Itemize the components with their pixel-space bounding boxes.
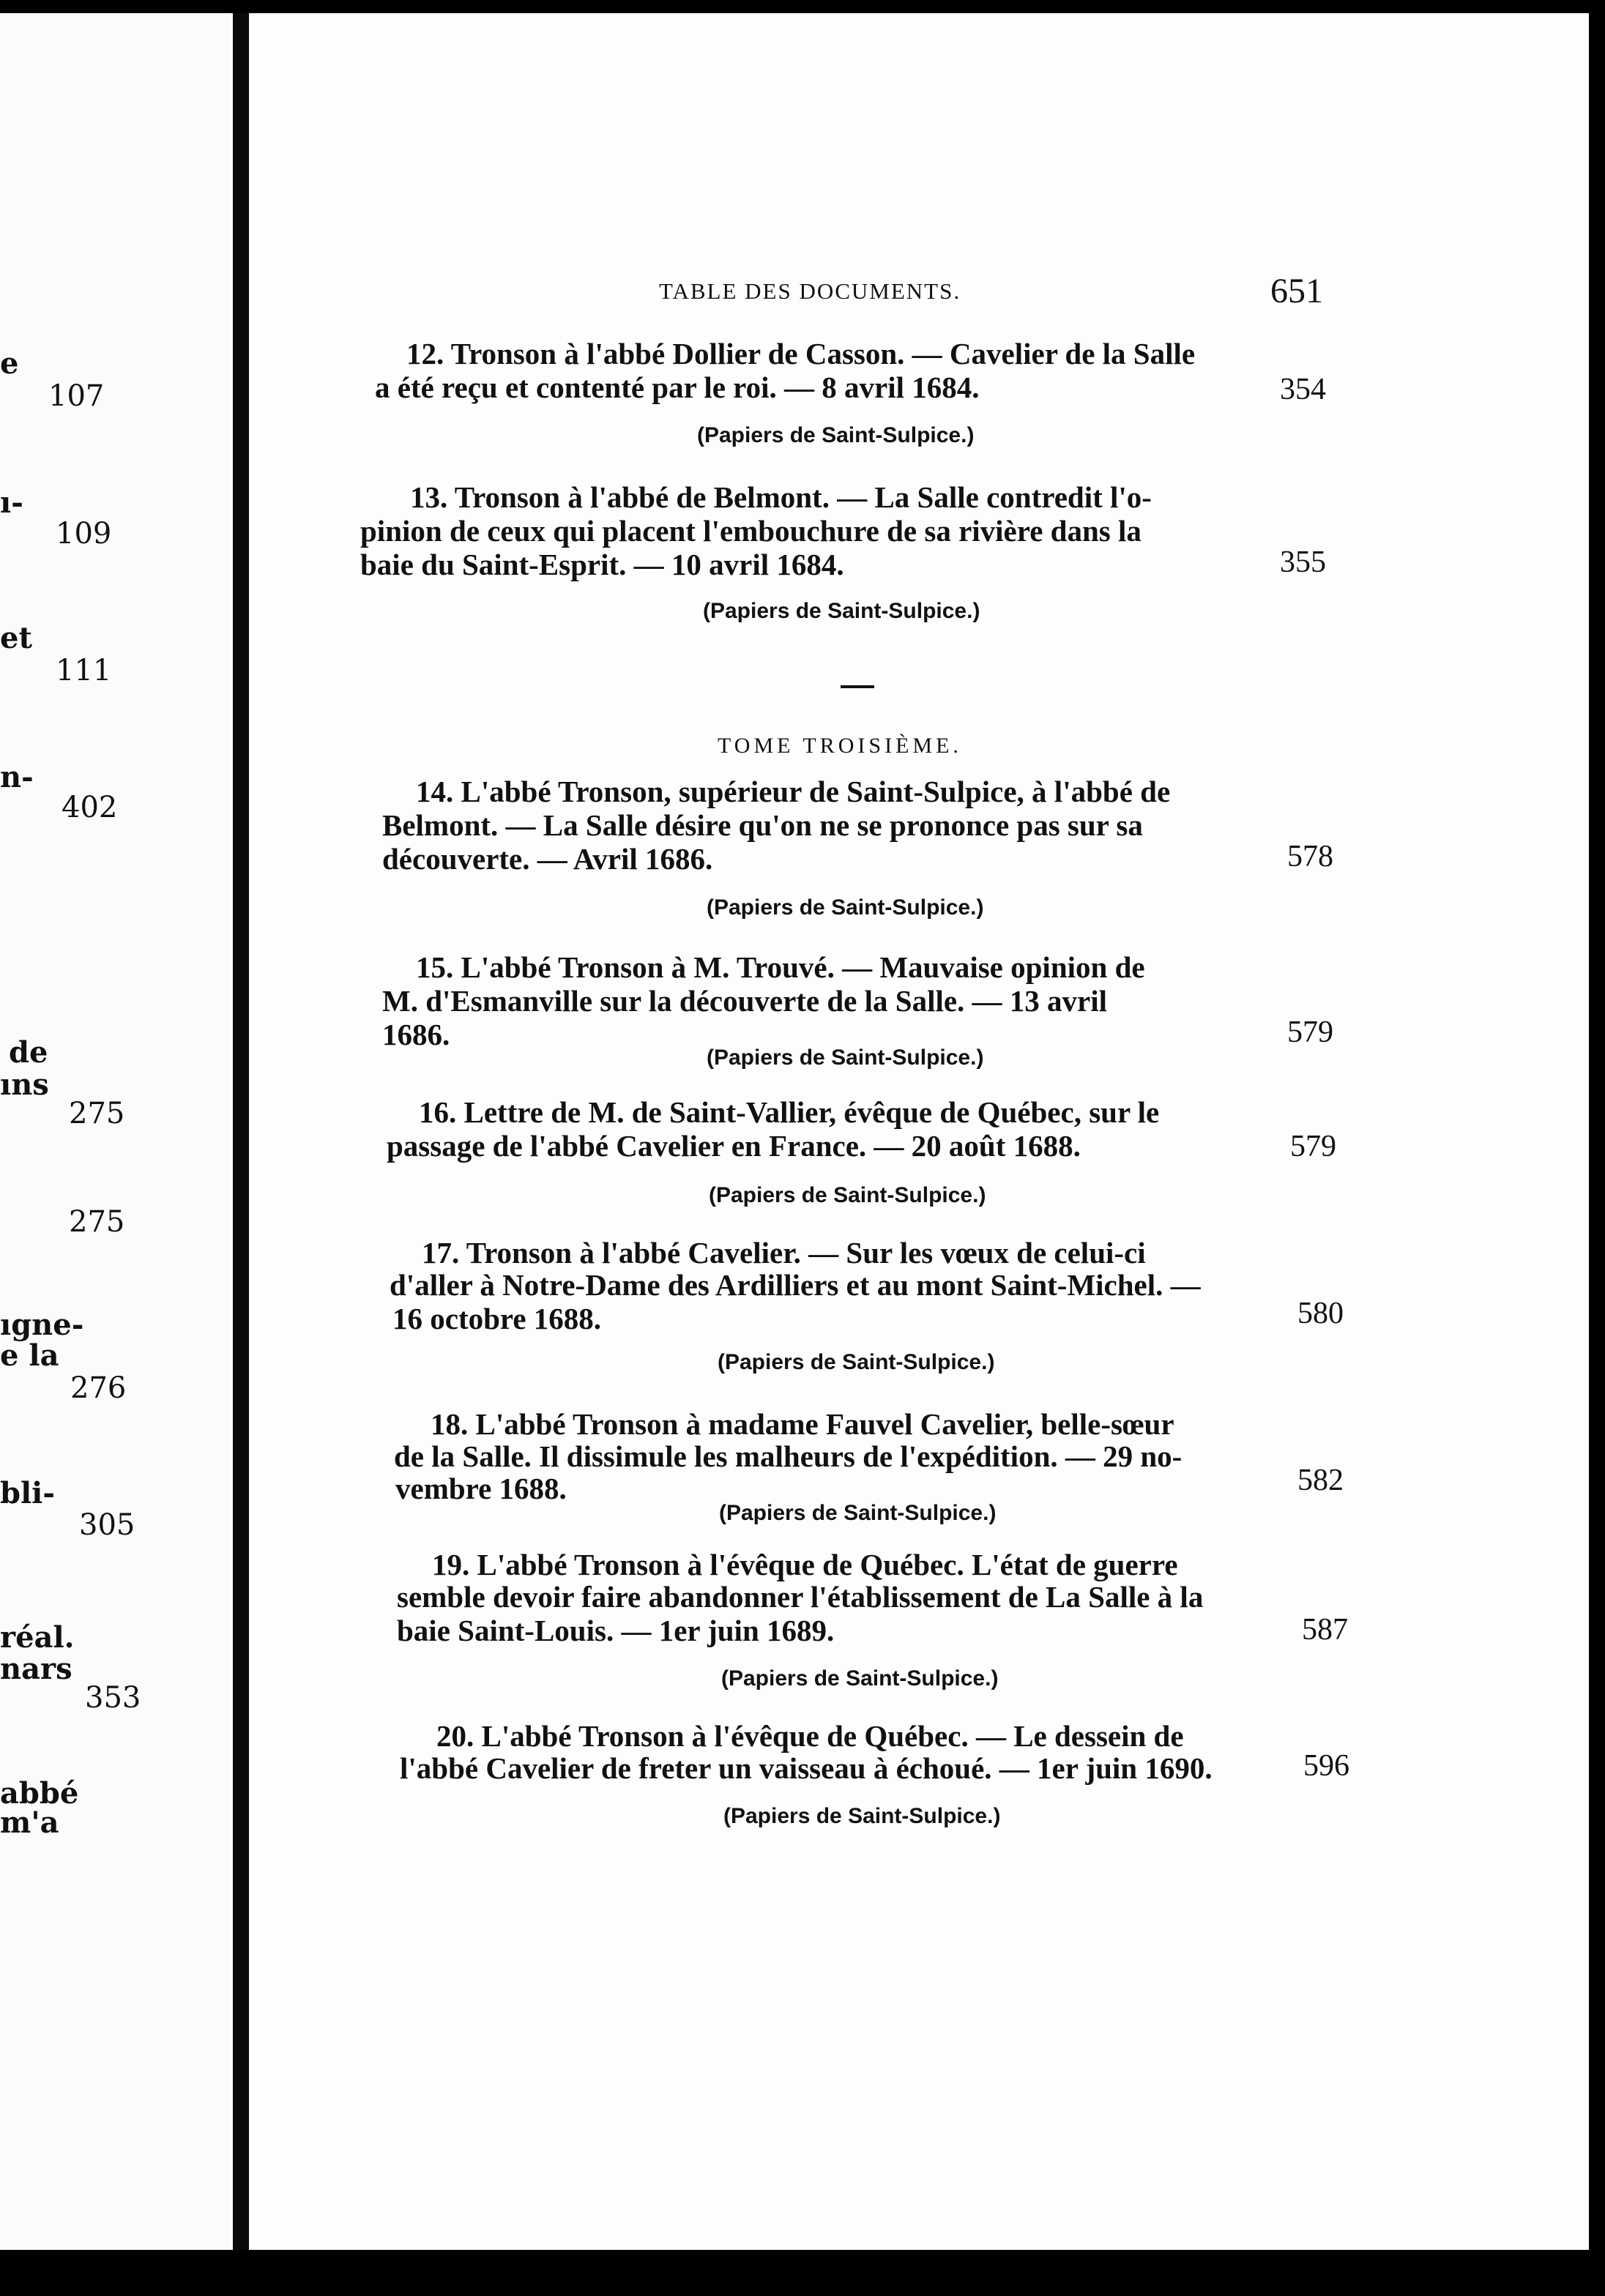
entry-line: baie du Saint-Esprit. — 10 avril 1684. bbox=[360, 548, 844, 581]
entry-line: l'abbé Cavelier de freter un vaisseau à échoué. — 1er juin 1690. bbox=[400, 1751, 1213, 1785]
left-fragment: e la bbox=[0, 1338, 59, 1373]
entry-line: semble devoir faire abandonner l'établissement de La Salle à la bbox=[397, 1580, 1204, 1614]
left-fragment: ıns bbox=[0, 1067, 49, 1102]
left-fragment: abbé bbox=[0, 1776, 79, 1811]
entry-page-ref: 596 bbox=[1303, 1749, 1349, 1783]
left-page-number: 275 bbox=[69, 1097, 125, 1130]
entry-line: 14. L'abbé Tronson, supérieur de Saint-Sulpice, à l'abbé de bbox=[416, 775, 1171, 808]
entry-line: 1686. bbox=[382, 1018, 450, 1051]
entry-line: de la Salle. Il dissimule les malheurs de l'expédition. — 29 no- bbox=[394, 1439, 1183, 1473]
previous-page-fragment bbox=[0, 13, 233, 2276]
left-page-number: 107 bbox=[48, 379, 105, 413]
left-page-number: 402 bbox=[62, 791, 118, 824]
entry-line: 19. L'abbé Tronson à l'évêque de Québec. L'état de guerre bbox=[432, 1548, 1178, 1581]
left-fragment: ı- bbox=[0, 485, 23, 520]
entry-page-ref: 580 bbox=[1297, 1297, 1344, 1330]
left-page-number: 353 bbox=[85, 1681, 141, 1715]
entry-line: 12. Tronson à l'abbé Dollier de Casson. — Cavelier de la Salle bbox=[406, 337, 1196, 370]
entry-source: (Papiers de Saint-Sulpice.) bbox=[723, 1804, 1001, 1828]
entry-line: 16. Lettre de M. de Saint-Vallier, évêque de Québec, sur le bbox=[419, 1095, 1160, 1129]
entry-line: 18. L'abbé Tronson à madame Fauvel Cavelier, belle-sœur bbox=[431, 1407, 1174, 1441]
left-page-number: 305 bbox=[79, 1508, 135, 1542]
entry-page-ref: 355 bbox=[1280, 545, 1326, 579]
entry-line: baie Saint-Louis. — 1er juin 1689. bbox=[397, 1614, 835, 1647]
entry-source: (Papiers de Saint-Sulpice.) bbox=[709, 1183, 986, 1207]
entry-line: d'aller à Notre-Dame des Ardilliers et au mont Saint-Michel. — bbox=[390, 1268, 1201, 1302]
scan-border bbox=[0, 2250, 1605, 2296]
entry-source: (Papiers de Saint-Sulpice.) bbox=[703, 599, 980, 623]
left-page-number: 275 bbox=[69, 1205, 125, 1239]
entry-line: 17. Tronson à l'abbé Cavelier. — Sur les vœux de celui-ci bbox=[422, 1236, 1146, 1270]
left-page-number: 111 bbox=[56, 654, 112, 687]
section-divider bbox=[841, 685, 874, 688]
entry-source: (Papiers de Saint-Sulpice.) bbox=[707, 1046, 984, 1070]
left-fragment: et bbox=[0, 621, 32, 655]
entry-source: (Papiers de Saint-Sulpice.) bbox=[719, 1501, 997, 1525]
left-fragment: réal. bbox=[0, 1620, 75, 1655]
left-fragment: e bbox=[0, 346, 19, 381]
section-heading: TOME TROISIÈME. bbox=[718, 734, 962, 758]
left-fragment: m'a bbox=[0, 1805, 59, 1840]
entry-page-ref: 587 bbox=[1302, 1613, 1348, 1647]
entry-page-ref: 579 bbox=[1287, 1015, 1333, 1049]
left-fragment: n- bbox=[0, 760, 34, 794]
entry-source: (Papiers de Saint-Sulpice.) bbox=[718, 1350, 995, 1374]
entry-line: vembre 1688. bbox=[395, 1472, 567, 1505]
entry-source: (Papiers de Saint-Sulpice.) bbox=[707, 895, 984, 920]
entry-line: Belmont. — La Salle désire qu'on ne se prononce pas sur sa bbox=[382, 808, 1143, 842]
entry-line: a été reçu et contenté par le roi. — 8 avril 1684. bbox=[375, 370, 980, 404]
running-head: TABLE DES DOCUMENTS. bbox=[659, 278, 961, 304]
entry-line: passage de l'abbé Cavelier en France. — 20 août 1688. bbox=[387, 1129, 1081, 1163]
entry-line: pinion de ceux qui placent l'embouchure de sa rivière dans la bbox=[360, 514, 1142, 548]
entry-page-ref: 582 bbox=[1297, 1464, 1344, 1497]
entry-page-ref: 578 bbox=[1287, 840, 1333, 873]
entry-page-ref: 354 bbox=[1280, 373, 1326, 406]
book-gutter bbox=[233, 13, 249, 2276]
entry-line: 13. Tronson à l'abbé de Belmont. — La Salle contredit l'o- bbox=[410, 480, 1152, 514]
left-page-number: 109 bbox=[56, 517, 112, 551]
entry-line: 20. L'abbé Tronson à l'évêque de Québec. — Le dessein de bbox=[436, 1719, 1184, 1753]
entry-line: 16 octobre 1688. bbox=[392, 1302, 602, 1335]
entry-page-ref: 579 bbox=[1290, 1130, 1336, 1163]
entry-line: 15. L'abbé Tronson à M. Trouvé. — Mauvaise opinion de bbox=[416, 950, 1145, 984]
entry-line: M. d'Esmanville sur la découverte de la Salle. — 13 avril bbox=[382, 984, 1108, 1018]
entry-line: découverte. — Avril 1686. bbox=[382, 842, 713, 876]
left-fragment: bli- bbox=[0, 1476, 55, 1510]
document-page bbox=[249, 13, 1589, 2250]
left-page-number: 276 bbox=[70, 1371, 127, 1405]
left-fragment: ıgne- bbox=[0, 1308, 84, 1342]
left-fragment: nars bbox=[0, 1652, 72, 1686]
left-fragment: de bbox=[9, 1035, 48, 1070]
entry-source: (Papiers de Saint-Sulpice.) bbox=[697, 423, 975, 447]
entry-source: (Papiers de Saint-Sulpice.) bbox=[721, 1666, 999, 1691]
page-number: 651 bbox=[1270, 272, 1323, 310]
